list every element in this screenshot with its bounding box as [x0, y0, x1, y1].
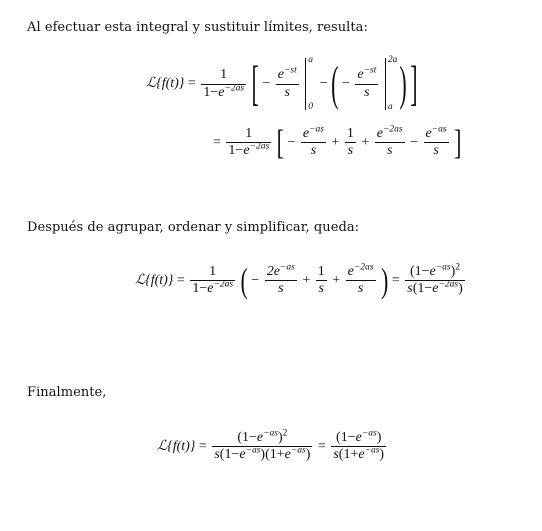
paragraph-finally: Finalmente,	[27, 385, 107, 400]
paragraph-simplify: Después de agrupar, ordenar y simplificar, queda:	[27, 220, 360, 235]
evaluation-bar: a 0	[305, 58, 316, 110]
equation-simplified: ℒ{f(t)} = $\frac{1}{1-e^{-2as}}$ ( − $\frac{2e^{-as}}{s}$ + $\frac{1}{s}$ + $\frac{e^{-2as}}{s}$ ) = $\frac{(1-e^{-as})^2}{s(1-e^{-2as})}$	[135, 259, 463, 300]
equation-limits-line-1: ℒ{f(t)} = $\frac{1}{1-e^{-2as}}$ [ − $\frac{e^{-st}}{s}$ a 0 − ( − $\frac{e^{-st}}{s}$ 2a a ) ]	[146, 55, 418, 112]
evaluation-bar: 2a a	[385, 58, 396, 110]
laplace-symbol: ℒ	[146, 75, 157, 92]
fraction-prefactor: $\frac{1}{1-e^{-2as}}$	[203, 67, 245, 100]
paragraph-integral-result: Al efectuar esta integral y sustituir límites, resulta:	[27, 20, 368, 35]
equation-limits-line-2: = $\frac{1}{1-e^{-2as}}$ [ − $\frac{e^{-as}}{s}$ + $\frac{1}{s}$ + $\frac{e^{-2as}}{s}$ − $\frac{e^{-as}}{s}$ ]	[213, 121, 462, 162]
equation-final: ℒ{f(t)} = $\frac{(1-e^{-as})^2}{s(1-e^{-as})(1+e^{-as})}$ = $\frac{(1-e^{-as})}{s(1+e^{-as})}$	[157, 428, 385, 463]
